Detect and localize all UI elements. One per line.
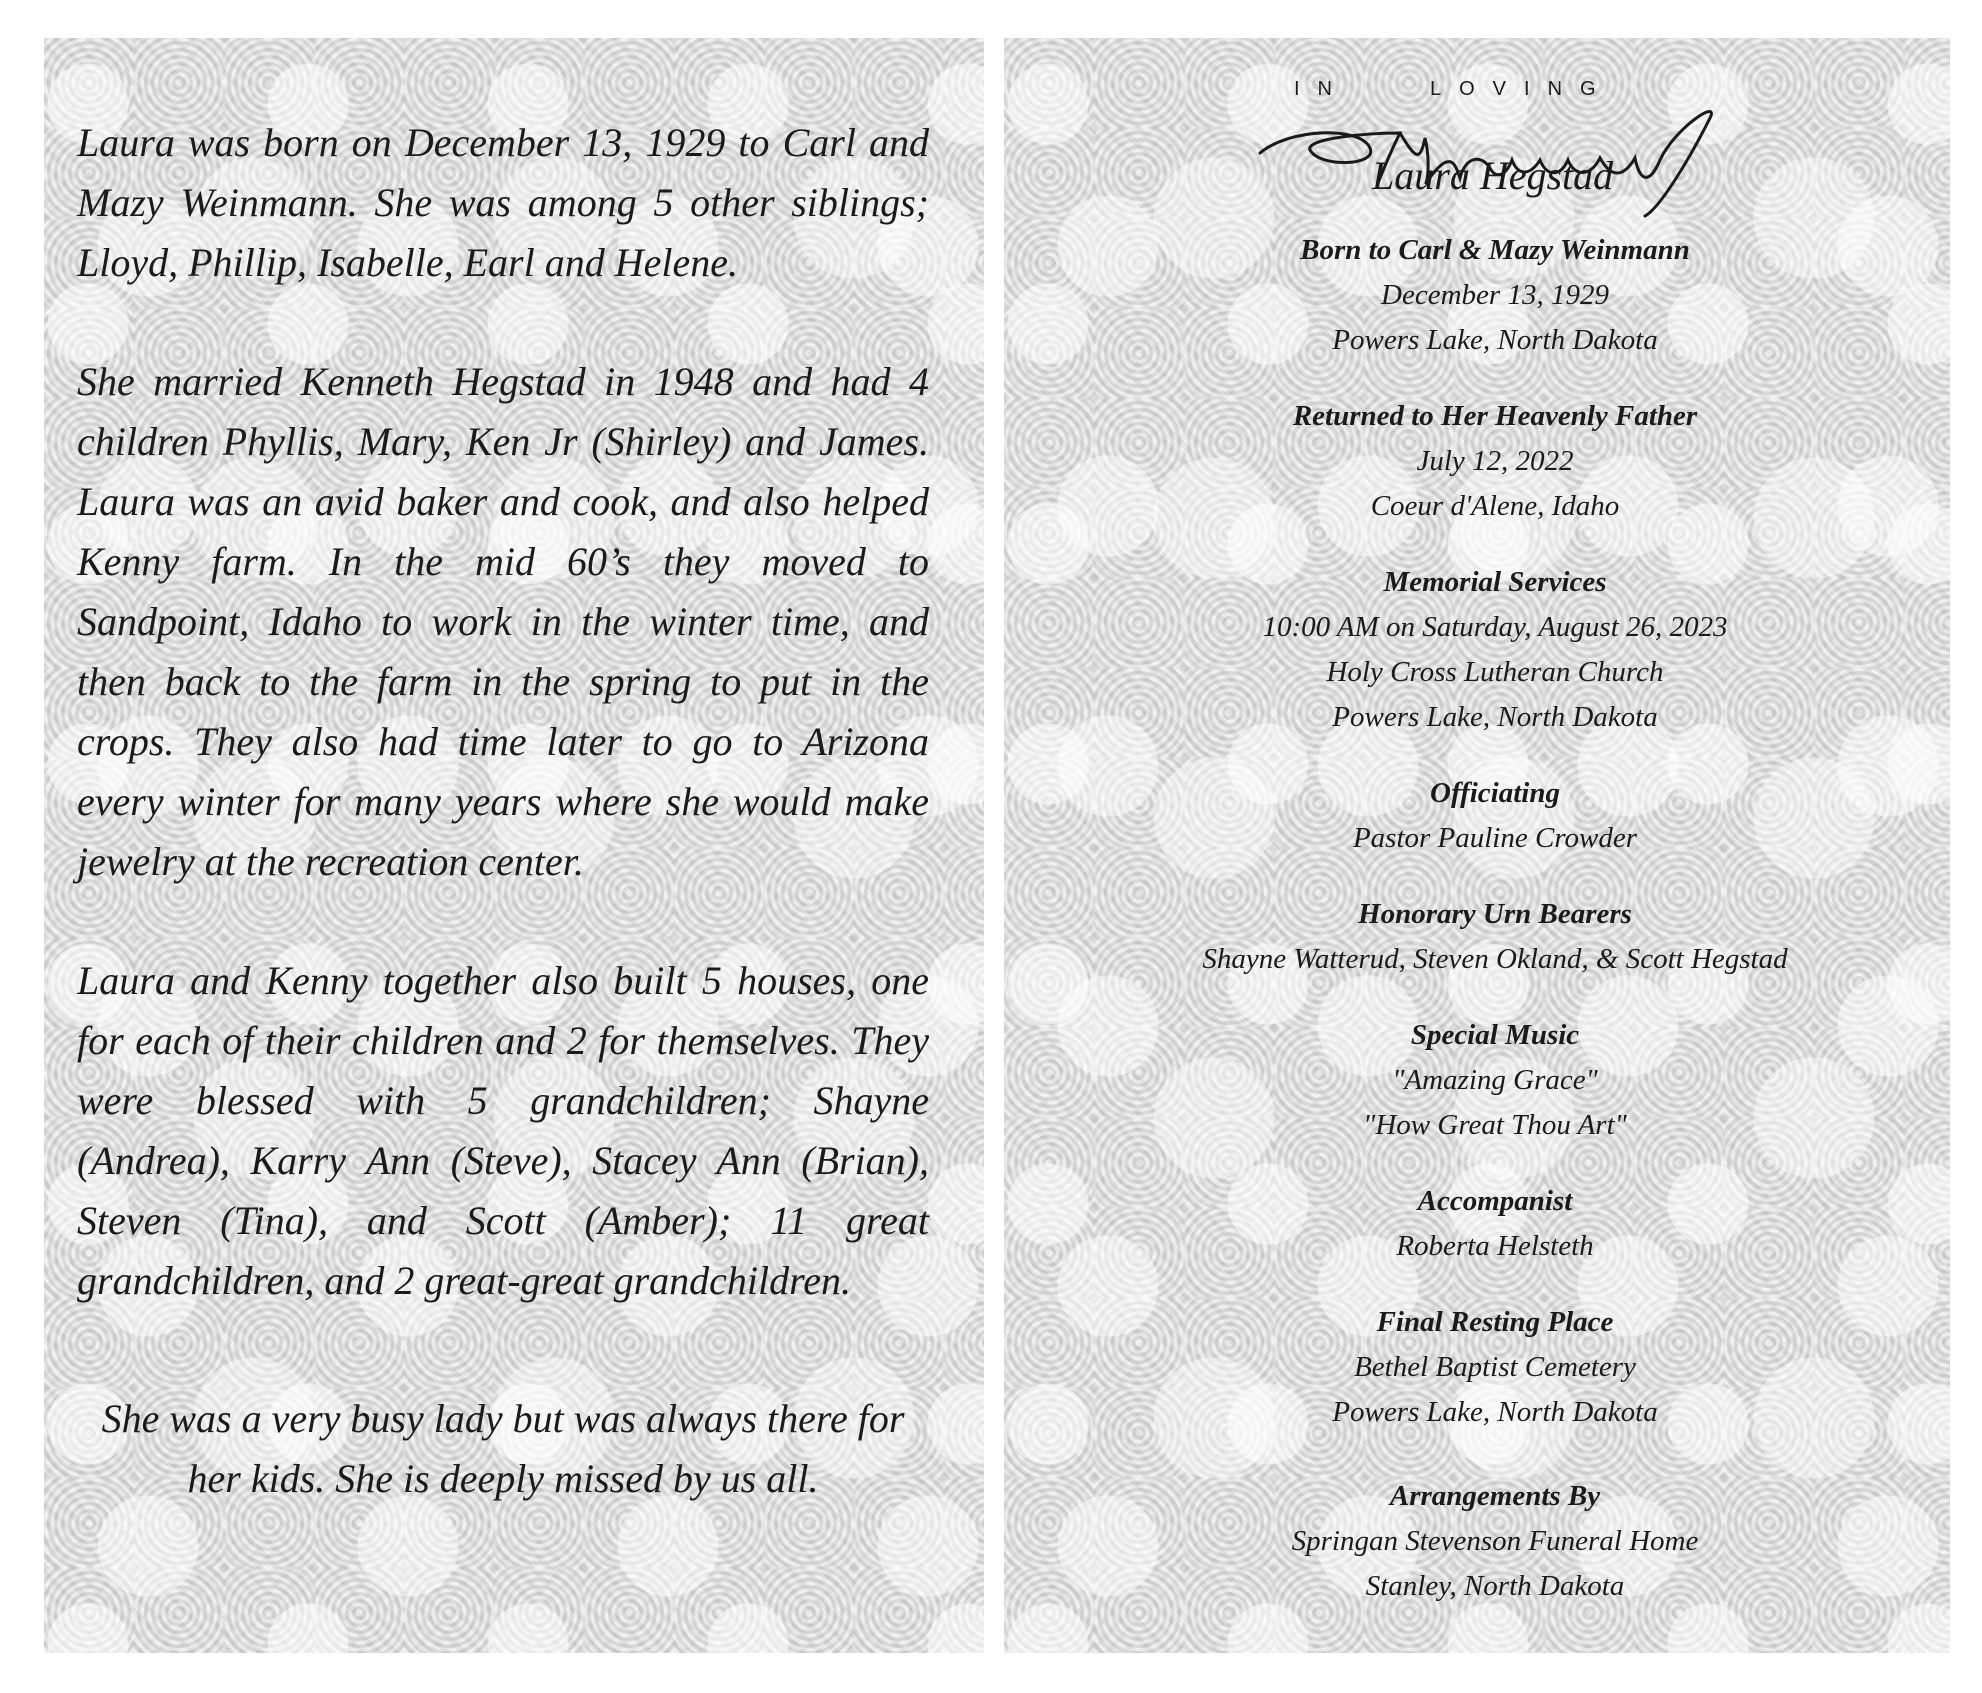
life-story [77,113,929,1568]
officiating-heading: Officiating [1430,777,1560,809]
music-song-1: "Amazing Grace" [1392,1064,1598,1096]
officiant-name: Pastor Pauline Crowder [1352,822,1638,854]
returned-place: Coeur d'Alene, Idaho [1370,490,1620,522]
urn-bearers-names: Shayne Watterud, Steven Okland, & Scott Hegstad [1202,943,1788,975]
loving-word: LOVING [1430,78,1614,100]
in-word: IN [1294,78,1350,100]
born-place: Powers Lake, North Dakota [1332,324,1658,356]
memorial-section [1135,560,1855,740]
accompanist-heading: Accompanist [1417,1185,1573,1217]
urn-bearers-heading: Honorary Urn Bearers [1358,898,1632,930]
story-paragraph-marriage: She married Kenneth Hegstad in 1948 and had 4 children Phyllis, Mary, Ken Jr (Shirley) and James. Laura was an avid baker and cook, and also helped Kenny farm. In the mid 60’s they moved to Sandpoint, Idaho to work in the winter time, and then back to the farm in the spring to put in the crops. They also had time later to go to Arizona every winter for many years where she would make jewelry at the recreation center. [77,359,929,884]
born-date: December 13, 1929 [1381,279,1609,311]
resting-place-location: Powers Lake, North Dakota [1332,1396,1658,1428]
service-details [1135,228,1855,1640]
story-closing: She was a very busy lady but was always there for her kids. She is deeply missed by us all. [101,1396,905,1501]
story-paragraph-family: Laura and Kenny together also built 5 houses, one for each of their children and 2 for themselves. They were blessed with 5 grandchildren; Shayne (Andrea), Karry Ann (Steve), Stacey Ann (Brian), Steven (Tina), and Scott (Amber); 11 great grandchildren, and 2 great-great grandchildren. [77,958,929,1303]
arrangements-heading: Arrangements By [1389,1480,1601,1512]
story-paragraph-birth: Laura was born on December 13, 1929 to Carl and Mazy Weinmann. She was among 5 other siblings; Lloyd, Phillip, Isabelle, Earl and Helene. [77,120,929,285]
arrangements-section [1135,1474,1855,1609]
accompanist-section [1135,1179,1855,1269]
accompanist-name: Roberta Helsteth [1396,1230,1594,1262]
music-heading: Special Music [1410,1019,1580,1051]
urn-bearers-section [1135,892,1855,982]
resting-place-section [1135,1300,1855,1435]
returned-section [1135,394,1855,529]
memorial-place: Powers Lake, North Dakota [1332,701,1658,733]
officiating-section [1135,771,1855,861]
memorial-church: Holy Cross Lutheran Church [1326,656,1664,688]
deceased-name: Laura Hegstad [1372,153,1614,198]
returned-heading: Returned to Her Heavenly Father [1292,400,1698,432]
music-song-2: "How Great Thou Art" [1363,1109,1627,1141]
music-section [1135,1013,1855,1148]
funeral-home-location: Stanley, North Dakota [1365,1570,1625,1602]
memorial-heading: Memorial Services [1383,566,1607,598]
born-section [1135,228,1855,363]
funeral-home-name: Springan Stevenson Funeral Home [1291,1525,1699,1557]
resting-place-heading: Final Resting Place [1376,1306,1614,1338]
memorial-time: 10:00 AM on Saturday, August 26, 2023 [1262,611,1728,643]
born-heading: Born to Carl & Mazy Weinmann [1300,234,1690,266]
returned-date: July 12, 2022 [1416,445,1574,477]
resting-place-cemetery: Bethel Baptist Cemetery [1354,1351,1636,1383]
